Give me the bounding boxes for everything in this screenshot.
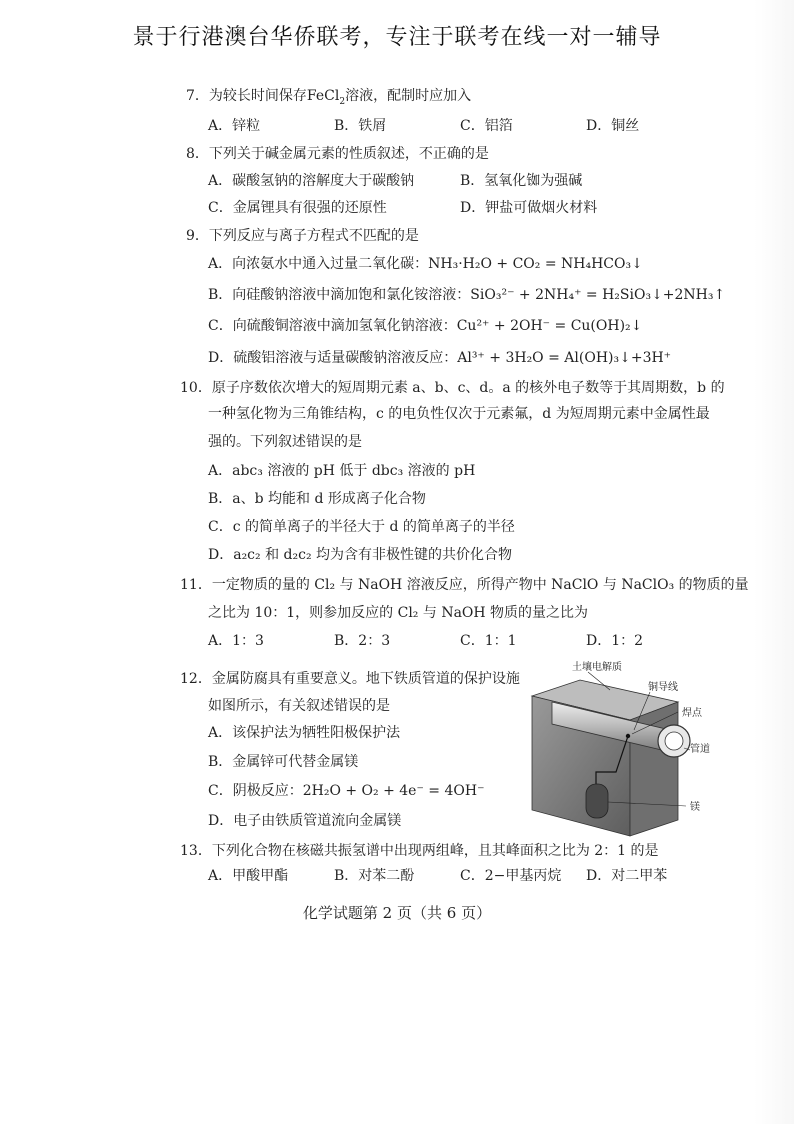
q9-option-b-equation: SiO₃²⁻ + 2NH₄⁺ = H₂SiO₃↓+2NH₃↑ <box>470 287 726 303</box>
q13-option-c: C．2−甲基丙烷 <box>460 868 562 884</box>
question-10-line2: 一种氢化物为三角锥结构，c 的电负性仅次于元素氟，d 为短周期元素中金属性最 <box>208 406 710 422</box>
q13-option-a: A．甲酸甲酯 <box>208 868 289 884</box>
q9-option-c <box>208 316 642 336</box>
pipe-bore <box>665 732 683 750</box>
question-13-stem: 13．下列化合物在核磁共振氢谱中出现两组峰，且其峰面积之比为 2：1 的是 <box>180 843 659 859</box>
scan-shading <box>754 0 794 1124</box>
q11-option-b: B．2：3 <box>334 633 391 649</box>
q10-option-a: A．abc₃ 溶液的 pH 低于 dbc₃ 溶液的 pH <box>208 463 476 479</box>
q8-option-c: C．金属锂具有很强的还原性 <box>208 200 387 216</box>
question-11-line2: 之比为 10：1，则参加反应的 Cl₂ 与 NaOH 物质的量之比为 <box>208 605 589 621</box>
q7-stem-part2: 溶液，配制时应加入 <box>345 88 472 104</box>
question-10-line3: 强的。下列叙述错误的是 <box>208 434 362 450</box>
q10-option-d: D．a₂c₂ 和 d₂c₂ 均为含有非极性键的共价化合物 <box>208 547 513 563</box>
header-banner: 景于行港澳台华侨联考，专注于联考在线一对一辅导 <box>132 25 662 50</box>
label-pipe: 管道 <box>690 744 710 755</box>
q9-option-c-text: C．向硫酸铜溶液中滴加氢氧化钠溶液： <box>208 318 457 334</box>
q7-option-b: B．铁屑 <box>334 118 387 134</box>
q9-option-a <box>208 254 643 274</box>
q9-option-b-text: B．向硅酸钠溶液中滴加饱和氯化铵溶液： <box>208 287 471 303</box>
q12-option-a: A．该保护法为牺牲阳极保护法 <box>208 725 401 741</box>
magnesium-block <box>586 784 608 818</box>
q9-option-b <box>208 285 725 305</box>
q8-option-d: D．钾盐可做烟火材料 <box>460 200 598 216</box>
q8-option-b: B．氢氧化铷为强碱 <box>460 173 583 189</box>
q10-option-c: C．c 的简单离子的半径大于 d 的简单离子的半径 <box>208 519 515 535</box>
q8-option-a: A．碳酸氢钠的溶解度大于碳酸钠 <box>208 173 415 189</box>
pipe-protection-figure <box>528 660 718 840</box>
q10-option-b: B．a、b 均能和 d 形成离子化合物 <box>208 491 426 507</box>
q7-stem-part1: 7．为较长时间保存FeCl <box>186 88 340 104</box>
q7-option-d: D．铜丝 <box>586 118 640 134</box>
question-11-line1: 11．一定物质的量的 Cl₂ 与 NaOH 溶液反应，所得产物中 NaClO 与 NaClO₃ 的物质的量 <box>180 577 749 593</box>
label-weld: 焊点 <box>682 708 702 719</box>
q11-option-c: C．1：1 <box>460 633 517 649</box>
question-12-line1: 12．金属防腐具有重要意义。地下铁质管道的保护设施 <box>180 671 520 687</box>
q9-option-d-equation: Al³⁺ + 3H₂O = Al(OH)₃↓+3H⁺ <box>457 350 672 366</box>
q9-option-a-equation: NH₃·H₂O + CO₂ = NH₄HCO₃↓ <box>428 256 643 272</box>
q9-option-d <box>208 348 671 368</box>
question-7-stem <box>186 86 471 112</box>
q9-option-a-text: A．向浓氨水中通入过量二氧化碳： <box>208 256 429 272</box>
question-10-line1: 10．原子序数依次增大的短周期元素 a、b、c、d。a 的核外电子数等于其周期数，b 的 <box>180 380 725 396</box>
q12-option-c: C．阴极反应：2H₂O + O₂ + 4e⁻ = 4OH⁻ <box>208 783 485 799</box>
label-soil: 土壤电解质 <box>572 662 622 673</box>
label-copper-wire: 铜导线 <box>648 682 678 693</box>
q7-option-a: A．锌粒 <box>208 118 261 134</box>
pipe-diagram <box>528 660 718 840</box>
q11-option-a: A．1：3 <box>208 633 264 649</box>
q11-option-d: D．1：2 <box>586 633 644 649</box>
label-magnesium: 镁 <box>690 802 700 813</box>
question-9-stem: 9．下列反应与离子方程式不匹配的是 <box>186 228 419 244</box>
weld-point <box>626 734 630 738</box>
q13-option-d: D．对二甲苯 <box>586 868 668 884</box>
q7-stem-subscript: 2 <box>339 96 346 107</box>
q12-option-b: B．金属锌可代替金属镁 <box>208 754 359 770</box>
q12-option-d: D．电子由铁质管道流向金属镁 <box>208 813 402 829</box>
q7-option-c: C．铝箔 <box>460 118 513 134</box>
page-footer: 化学试题第 2 页（共 6 页） <box>302 904 492 922</box>
question-12-line2: 如图所示，有关叙述错误的是 <box>208 698 390 714</box>
q9-option-d-text: D．硫酸铝溶液与适量碳酸钠溶液反应： <box>208 350 458 366</box>
q9-option-c-equation: Cu²⁺ + 2OH⁻ = Cu(OH)₂↓ <box>456 318 643 334</box>
q13-option-b: B．对苯二酚 <box>334 868 415 884</box>
question-8-stem: 8．下列关于碱金属元素的性质叙述，不正确的是 <box>186 146 489 162</box>
